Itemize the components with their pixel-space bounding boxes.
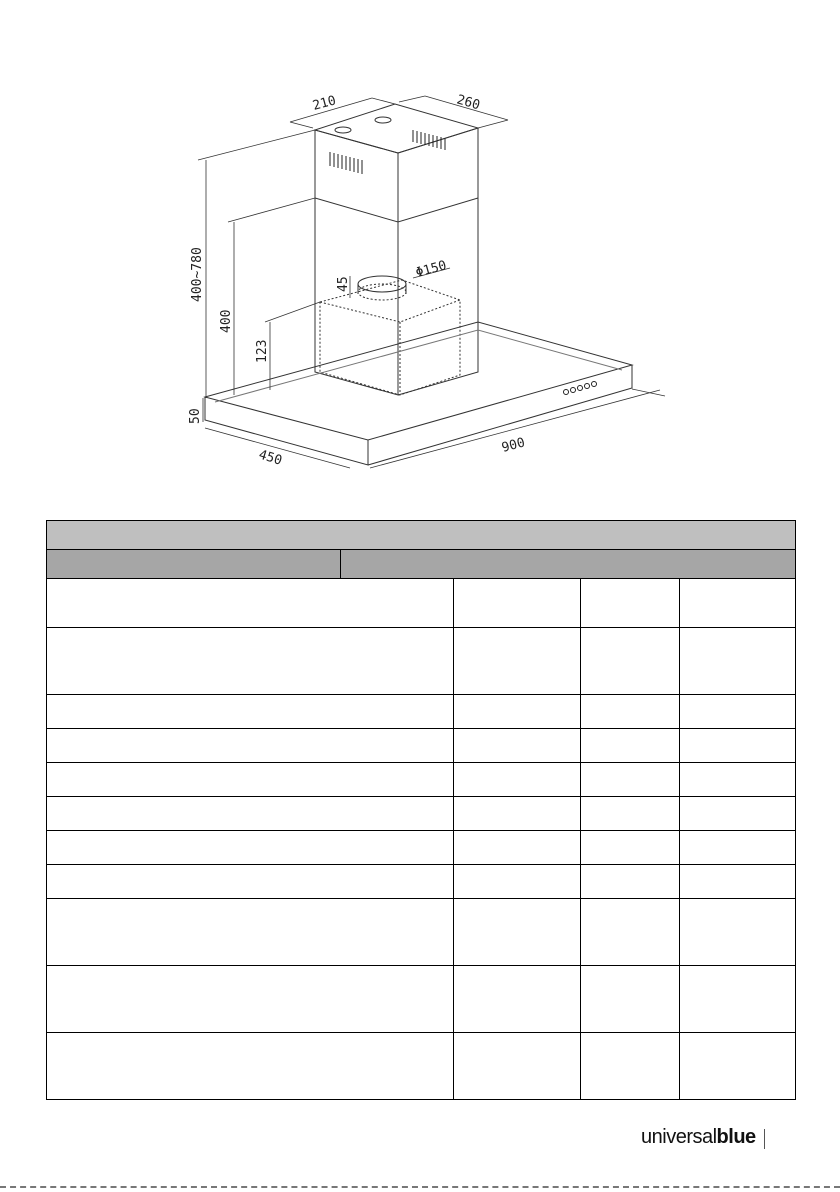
table-row <box>47 966 796 1033</box>
page-edge-dashed-line <box>0 1186 840 1188</box>
table-row <box>47 899 796 966</box>
upper-chimney-left-face <box>315 130 398 222</box>
dim-label-900: 900 <box>500 435 527 456</box>
lower-chimney-left-face <box>315 198 398 395</box>
dim-label-45: 45 <box>336 276 351 292</box>
table-row <box>47 831 796 865</box>
dim-label-260: 260 <box>454 92 482 114</box>
table-row <box>47 579 796 628</box>
specification-table <box>46 520 796 1100</box>
table-row <box>47 628 796 695</box>
table-row <box>47 763 796 797</box>
table-row <box>47 797 796 831</box>
canopy-front-side <box>368 365 632 465</box>
lower-chimney-right-face <box>398 198 478 395</box>
dim-label-400-780: 400~780 <box>190 247 205 302</box>
logo-divider <box>764 1129 765 1149</box>
table-row <box>47 1033 796 1100</box>
table-title-row <box>47 521 796 550</box>
table-row <box>47 729 796 763</box>
logo-text-light: universal <box>641 1126 717 1148</box>
universal-blue-logo <box>641 1127 765 1149</box>
canopy-left-side <box>205 397 368 465</box>
table-subheader-left <box>47 550 341 579</box>
dim-label-123: 123 <box>255 339 270 363</box>
cooker-hood-dimension-diagram <box>0 0 840 500</box>
dim-label-400: 400 <box>219 309 234 333</box>
dim-label-450: 450 <box>256 447 284 469</box>
table-subheader-row <box>47 550 796 579</box>
table-subheader-right <box>341 550 796 579</box>
dim-label-diameter-150: Φ150 <box>414 258 449 281</box>
chimney-top-outline <box>315 104 478 153</box>
table-title <box>47 521 796 550</box>
upper-chimney-right-face <box>398 128 478 222</box>
dim-label-210: 210 <box>311 93 338 114</box>
dim-label-50: 50 <box>188 408 203 424</box>
logo-text-bold: blue <box>716 1126 756 1148</box>
table-row <box>47 865 796 899</box>
table-row <box>47 695 796 729</box>
